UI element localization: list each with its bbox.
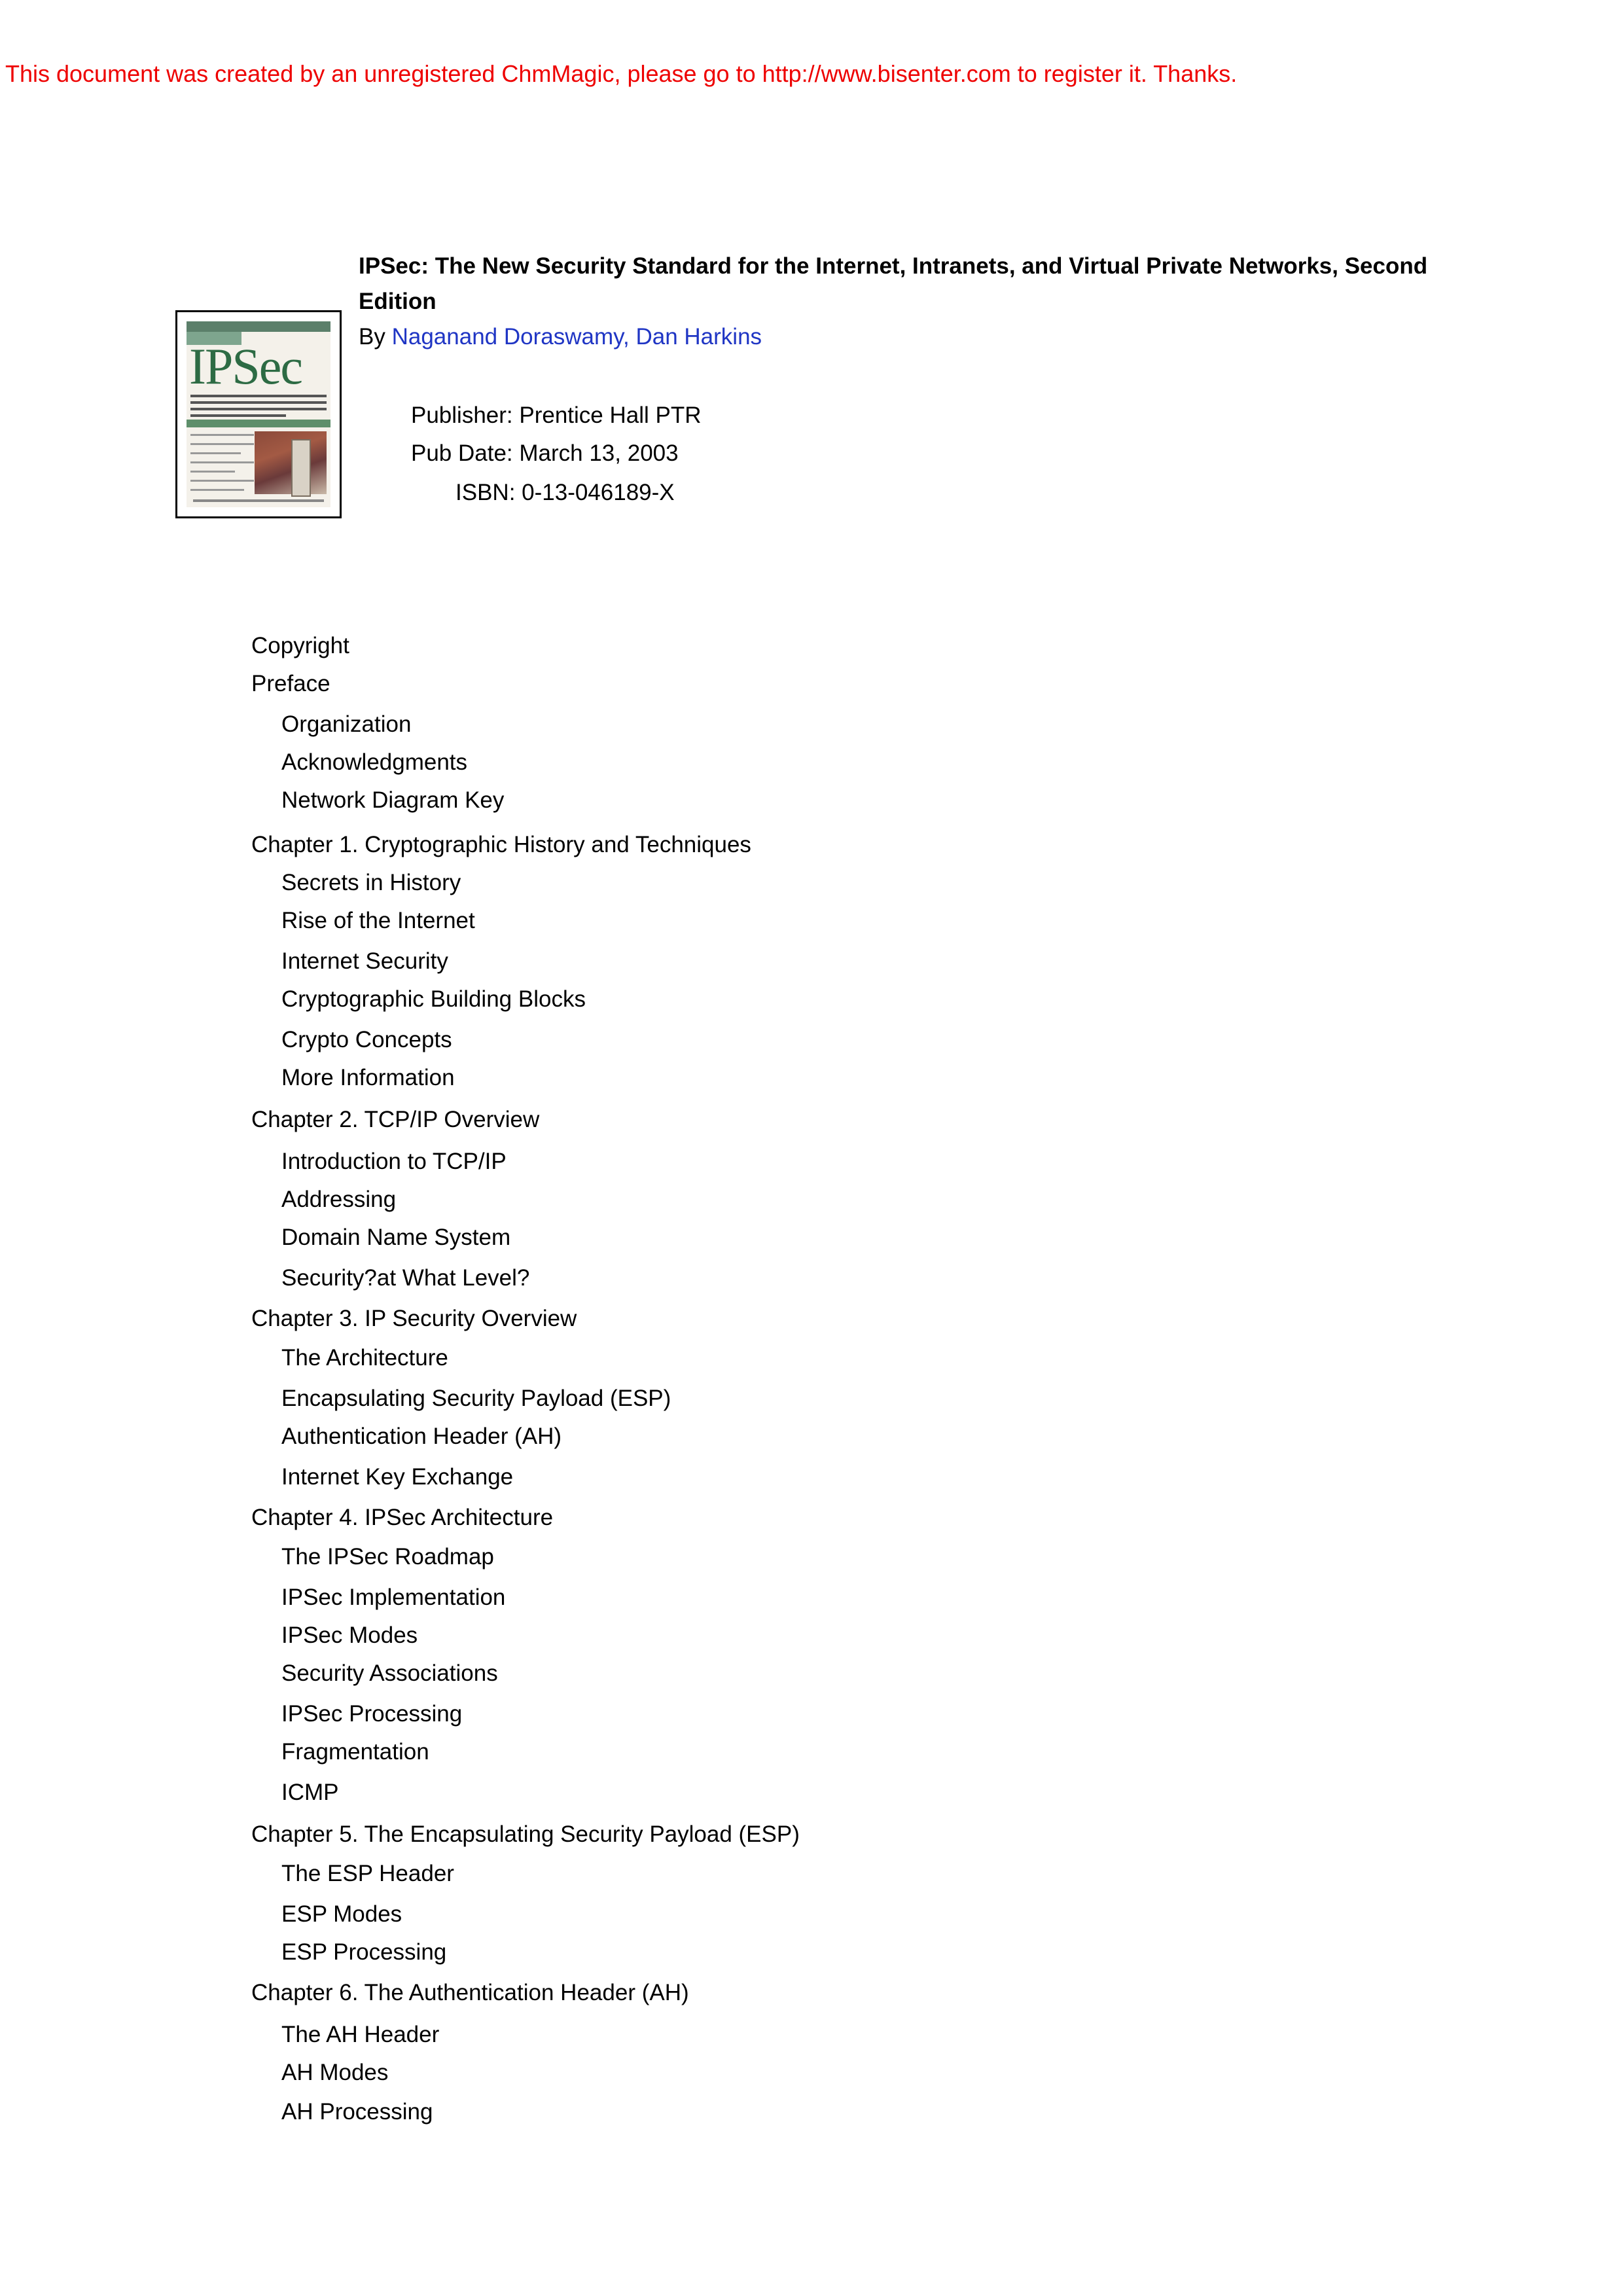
- cover-art: [187, 321, 330, 507]
- toc-section-link[interactable]: IPSec Implementation: [281, 1585, 506, 1610]
- toc-section-link[interactable]: Rise of the Internet: [281, 908, 475, 933]
- toc-section-link[interactable]: Domain Name System: [281, 1225, 511, 1250]
- cover-photo-tower: [291, 439, 311, 497]
- toc-section-link[interactable]: Cryptographic Building Blocks: [281, 986, 586, 1012]
- author-link-harkins[interactable]: Dan Harkins: [635, 324, 762, 350]
- toc-chapter-link[interactable]: Chapter 1. Cryptographic History and Techniques: [251, 832, 751, 857]
- toc-section-link[interactable]: The AH Header: [281, 2022, 440, 2047]
- toc-chapter-link[interactable]: Chapter 4. IPSec Architecture: [251, 1505, 554, 1530]
- toc-section-link[interactable]: The Architecture: [281, 1345, 448, 1371]
- toc-section-link[interactable]: ESP Processing: [281, 1939, 447, 1965]
- byline: [359, 319, 762, 355]
- cover-footer-line: [193, 499, 324, 502]
- toc-section-link[interactable]: The ESP Header: [281, 1861, 454, 1886]
- toc-section-link[interactable]: Crypto Concepts: [281, 1027, 452, 1052]
- toc-chapter-link[interactable]: Chapter 6. The Authentication Header (AH): [251, 1980, 689, 2005]
- book-title: IPSec: The New Security Standard for the Internet, Intranets, and Virtual Private Networks, Second Edition: [359, 253, 1428, 314]
- cover-subtitle-lines: [190, 395, 327, 421]
- cover-bullet-list: [190, 434, 254, 498]
- isbn-line: ISBN: 0-13-046189-X: [455, 480, 675, 505]
- toc-section-link[interactable]: More Information: [281, 1065, 455, 1090]
- toc-section-link[interactable]: Organization: [281, 711, 412, 737]
- toc-section-link[interactable]: Internet Security: [281, 948, 448, 974]
- toc-section-link[interactable]: Encapsulating Security Payload (ESP): [281, 1386, 671, 1411]
- by-label: By: [359, 324, 385, 350]
- toc-section-link[interactable]: Addressing: [281, 1187, 397, 1212]
- toc-section-link[interactable]: Authentication Header (AH): [281, 1424, 562, 1449]
- publisher-line: Publisher: Prentice Hall PTR: [411, 403, 702, 428]
- toc-section-link[interactable]: Network Diagram Key: [281, 787, 505, 813]
- toc-chapter-link[interactable]: Chapter 3. IP Security Overview: [251, 1306, 577, 1331]
- pub-date-line: Pub Date: March 13, 2003: [411, 440, 679, 466]
- toc-section-link[interactable]: AH Processing: [281, 2099, 433, 2125]
- toc-section-link[interactable]: Security Associations: [281, 1660, 498, 1686]
- toc-section-link[interactable]: ESP Modes: [281, 1901, 402, 1927]
- cover-top-band: [187, 321, 330, 332]
- toc-section-link[interactable]: Fragmentation: [281, 1739, 429, 1765]
- toc-chapter-link[interactable]: Chapter 2. TCP/IP Overview: [251, 1107, 540, 1132]
- toc-section-link[interactable]: IPSec Processing: [281, 1701, 463, 1727]
- toc-section-link[interactable]: Introduction to TCP/IP: [281, 1149, 507, 1174]
- book-cover-image: [175, 310, 342, 518]
- toc-section-link[interactable]: The IPSec Roadmap: [281, 1544, 494, 1570]
- toc-chapter-link[interactable]: Preface: [251, 671, 330, 696]
- cover-title: IPSec: [189, 338, 302, 395]
- toc-chapter-link[interactable]: Chapter 5. The Encapsulating Security Payload (ESP): [251, 1821, 800, 1847]
- watermark-notice: This document was created by an unregistered ChmMagic, please go to http://www.bisenter.com to register it. Thanks.: [5, 60, 1238, 87]
- toc-section-link[interactable]: Acknowledgments: [281, 749, 468, 775]
- author-link-doraswamy[interactable]: Naganand Doraswamy: [391, 324, 624, 350]
- toc-chapter-link[interactable]: Copyright: [251, 633, 349, 658]
- cover-green-bar: [187, 420, 330, 427]
- author-separator: ,: [623, 324, 636, 350]
- toc-section-link[interactable]: AH Modes: [281, 2060, 389, 2085]
- toc-section-link[interactable]: ICMP: [281, 1780, 339, 1805]
- toc-section-link[interactable]: Secrets in History: [281, 870, 461, 895]
- toc-section-link[interactable]: Internet Key Exchange: [281, 1464, 514, 1490]
- toc-section-link[interactable]: Security?at What Level?: [281, 1265, 530, 1291]
- cover-photo: [255, 431, 327, 494]
- toc-section-link[interactable]: IPSec Modes: [281, 1623, 418, 1648]
